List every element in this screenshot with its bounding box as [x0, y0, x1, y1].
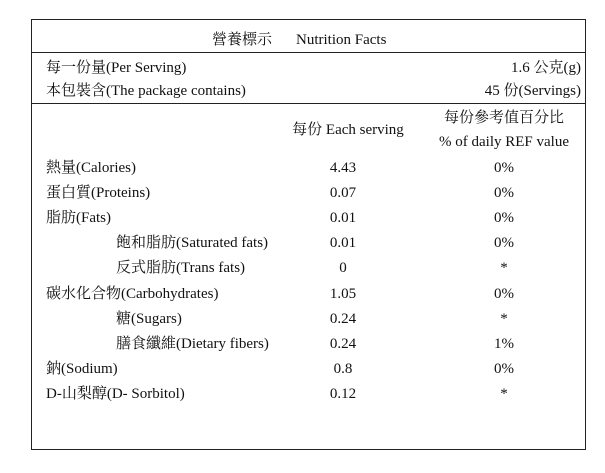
nutrient-value: 0.24 [329, 311, 357, 327]
nutrient-daily-percent: 0% [494, 286, 514, 302]
nutrient-value: 1.05 [329, 286, 357, 302]
nutrient-daily-percent: * [500, 386, 508, 402]
nutrient-daily-percent: 0% [494, 210, 514, 226]
per-serving-label: 每一份量(Per Serving) [46, 60, 187, 76]
nutrient-name: 反式脂肪(Trans fats) [116, 260, 246, 276]
per-serving-value: 1.6 公克(g) [511, 60, 581, 76]
nutrient-value: 0 [339, 260, 347, 276]
nutrient-name: 蛋白質(Proteins) [46, 185, 151, 201]
divider-title [32, 52, 585, 53]
column-header-daily-ref-zh: 每份參考值百分比 [443, 110, 564, 126]
nutrient-name: 熱量(Calories) [46, 160, 136, 176]
nutrient-name: 鈉(Sodium) [46, 361, 118, 377]
nutrient-daily-percent: 0% [494, 361, 514, 377]
nutrient-daily-percent: * [500, 311, 508, 327]
nutrient-name: 飽和脂肪(Saturated fats) [116, 235, 269, 251]
nutrient-daily-percent: 1% [494, 336, 514, 352]
column-header-daily-ref-en: % of daily REF value [439, 134, 569, 150]
nutrient-value: 4.43 [329, 160, 357, 176]
nutrition-facts-panel [31, 19, 586, 450]
title-english: Nutrition Facts [296, 32, 387, 48]
nutrient-name: 糖(Sugars) [116, 311, 182, 327]
nutrient-value: 0.01 [329, 235, 357, 251]
column-header-per-serving: 每份 Each serving [292, 122, 404, 138]
nutrient-daily-percent: 0% [494, 185, 514, 201]
nutrient-daily-percent: 0% [494, 235, 514, 251]
nutrient-name: 脂肪(Fats) [46, 210, 111, 226]
nutrient-name: 膳食纖維(Dietary fibers) [116, 336, 269, 352]
title-chinese: 營養標示 [212, 32, 273, 48]
divider-serving [32, 103, 585, 104]
nutrient-daily-percent: * [500, 260, 508, 276]
nutrient-value: 0.12 [329, 386, 357, 402]
nutrient-value: 0.01 [329, 210, 357, 226]
nutrient-value: 0.07 [329, 185, 357, 201]
package-contains-label: 本包裝含(The package contains) [46, 83, 246, 99]
nutrient-value: 0.24 [329, 336, 357, 352]
package-contains-value: 45 份(Servings) [484, 83, 581, 99]
nutrient-name: 碳水化合物(Carbohydrates) [46, 286, 219, 302]
panel-title [212, 31, 386, 49]
nutrient-daily-percent: 0% [494, 160, 514, 176]
nutrient-name: D-山梨醇(D- Sorbitol) [46, 386, 185, 402]
nutrient-value: 0.8 [333, 361, 353, 377]
